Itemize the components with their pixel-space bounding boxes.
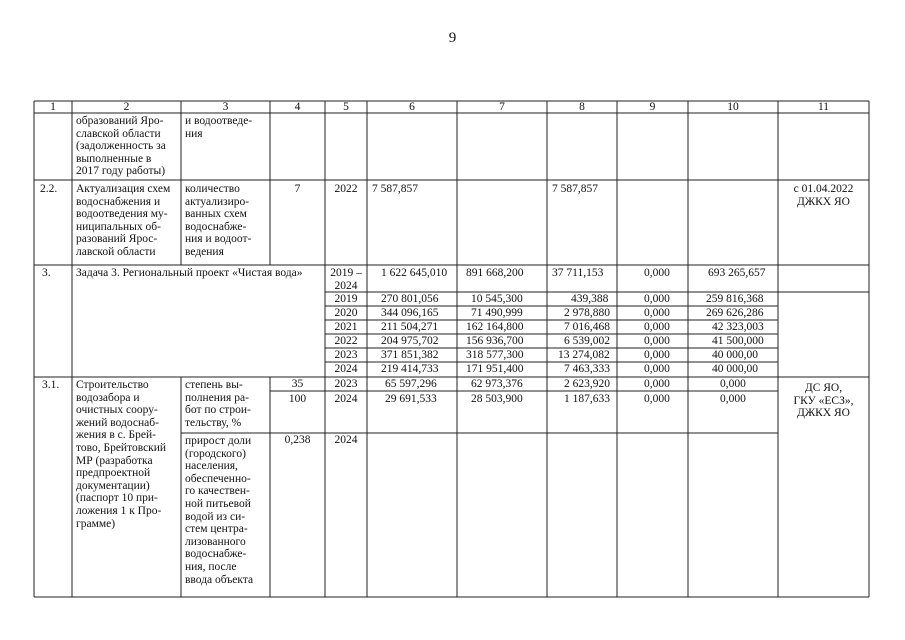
row-3-federal-2022: 156 936,700 (466, 335, 524, 347)
row-22-number: 2.2. (40, 183, 58, 195)
row-3-other-2024: 40 000,00 (712, 363, 758, 375)
row-22-regional: 7 587,857 (552, 183, 598, 195)
row-3-local-2019: 0,000 (644, 293, 670, 305)
row-3-year-2020: 2020 (334, 307, 358, 319)
row-3-year-period: 2019 – 2024 (330, 267, 362, 292)
row-3-year-2019: 2019 (334, 293, 358, 305)
row-31-total-1: 65 597,296 (385, 378, 437, 390)
col-header-4: 4 (294, 101, 301, 113)
row-3-year-2021: 2021 (334, 321, 358, 333)
row-3-number: 3. (42, 267, 51, 279)
row-3-regional-2019: 439,388 (571, 293, 609, 305)
row-3-local-period: 0,000 (644, 267, 670, 279)
row-3-local-2022: 0,000 (644, 335, 670, 347)
row-31-other-2: 0,000 (720, 393, 746, 405)
row-3-federal-2019: 10 545,300 (471, 293, 523, 305)
row-31-local-2: 0,000 (644, 393, 670, 405)
row-3-total-2022: 204 975,702 (381, 335, 439, 347)
col-header-6: 6 (409, 101, 415, 113)
row-22-description: Актуализация схем водоснабжения и водоотведения му- ниципальных об- разований Ярос- лавской области (76, 183, 171, 258)
row-a-description: образований Яро- славской области (задолженность за выполненные в 2017 году работы) (76, 115, 166, 178)
col-header-7: 7 (499, 101, 505, 113)
row-31-local-1: 0,000 (644, 378, 670, 390)
row-3-total-2024: 219 414,733 (381, 363, 439, 375)
col-header-5: 5 (343, 101, 349, 113)
row-3-regional-2020: 2 978,880 (564, 307, 610, 319)
row-31-executor: ДС ЯО, ГКУ «ЕСЗ», ДЖКХ ЯО (793, 382, 854, 420)
row-3-local-2021: 0,000 (644, 321, 670, 333)
row-22-total: 7 587,857 (372, 183, 418, 195)
row-3-total-2019: 270 801,056 (381, 293, 439, 305)
row-31-regional-2: 1 187,633 (564, 393, 610, 405)
row-3-local-2020: 0,000 (644, 307, 670, 319)
row-3-regional-2022: 6 539,002 (564, 335, 610, 347)
row-3-federal-2020: 71 490,999 (471, 307, 523, 319)
col-header-9: 9 (649, 101, 656, 113)
row-3-total-period: 1 622 645,010 (381, 267, 448, 279)
row-a-indicator: и водоотведе- ния (185, 115, 253, 140)
row-3-year-2022: 2022 (334, 335, 358, 347)
row-3-other-2019: 259 816,368 (706, 293, 764, 305)
row-31-year-2: 2024 (334, 393, 358, 405)
col-header-8: 8 (579, 101, 585, 113)
row-22-value: 7 (294, 183, 301, 195)
row-31-year-1: 2023 (334, 378, 358, 390)
row-3-other-2023: 40 000,00 (712, 349, 758, 361)
row-3-other-2022: 41 500,000 (712, 335, 764, 347)
row-3-total-2023: 371 851,382 (381, 349, 439, 361)
col-header-1: 1 (50, 101, 56, 113)
row-22-executor: с 01.04.2022 ДЖКХ ЯО (793, 183, 854, 208)
row-31-value-2: 100 (288, 393, 307, 405)
row-3-local-2023: 0,000 (644, 349, 670, 361)
row-31-description: Строительство водозабора и очистных соору- жений водоснаб- жения в с. Брей- тово, Брейтовский МР (разработка предпроектной документации) (паспорт 10 при- ложения 1 к Про- грамме) (76, 379, 167, 530)
col-header-2: 2 (123, 101, 130, 113)
row-3-regional-2021: 7 016,468 (564, 321, 610, 333)
row-22-indicator: количество актуализиро- ванных схем водоснабже- ния и водоот- ведения (185, 183, 252, 258)
row-3-other-period: 693 265,657 (708, 267, 766, 279)
row-3-total-2021: 211 504,271 (381, 321, 439, 333)
row-22-year: 2022 (334, 183, 358, 195)
row-3-regional-2023: 13 274,082 (558, 349, 610, 361)
row-31-value-1: 35 (291, 378, 304, 390)
row-31-regional-1: 2 623,920 (564, 378, 610, 390)
row-31-other-1: 0,000 (720, 378, 746, 390)
col-header-10: 10 (727, 101, 739, 113)
row-3-title: Задача 3. Региональный проект «Чистая вода» (76, 267, 303, 279)
row-3-federal-2024: 171 951,400 (466, 363, 524, 375)
row-31-year-3: 2024 (334, 434, 358, 446)
row-31-federal-2: 28 503,900 (471, 393, 523, 405)
row-31-indicator-progress: степень вы- полнения ра- бот по строи- тельству, % (185, 379, 251, 429)
row-31-number: 3.1. (42, 379, 60, 391)
row-3-federal-2023: 318 577,300 (466, 349, 524, 361)
row-3-federal-2021: 162 164,800 (466, 321, 524, 333)
row-31-value-3: 0,238 (284, 434, 311, 446)
col-header-11: 11 (817, 101, 830, 113)
row-3-total-2020: 344 096,165 (381, 307, 439, 319)
col-header-3: 3 (222, 101, 229, 113)
row-3-regional-period: 37 711,153 (552, 267, 604, 279)
row-31-federal-1: 62 973,376 (471, 378, 523, 390)
row-31-total-2: 29 691,533 (385, 393, 437, 405)
row-3-year-2023: 2023 (334, 349, 358, 361)
row-3-federal-period: 891 668,200 (466, 267, 524, 279)
row-31-indicator-share: прирост доли (городского) населения, обеспеченно- го качествен- ной питьевой водой из си- стем центра- лизованного водоснабже- ния, после ввода объекта (185, 435, 254, 586)
page-number: 9 (448, 30, 457, 46)
row-3-other-2021: 42 323,003 (712, 321, 764, 333)
row-3-year-2024: 2024 (334, 363, 358, 375)
row-3-other-2020: 269 626,286 (706, 307, 764, 319)
row-3-regional-2024: 7 463,333 (564, 363, 610, 375)
row-3-local-2024: 0,000 (644, 363, 670, 375)
